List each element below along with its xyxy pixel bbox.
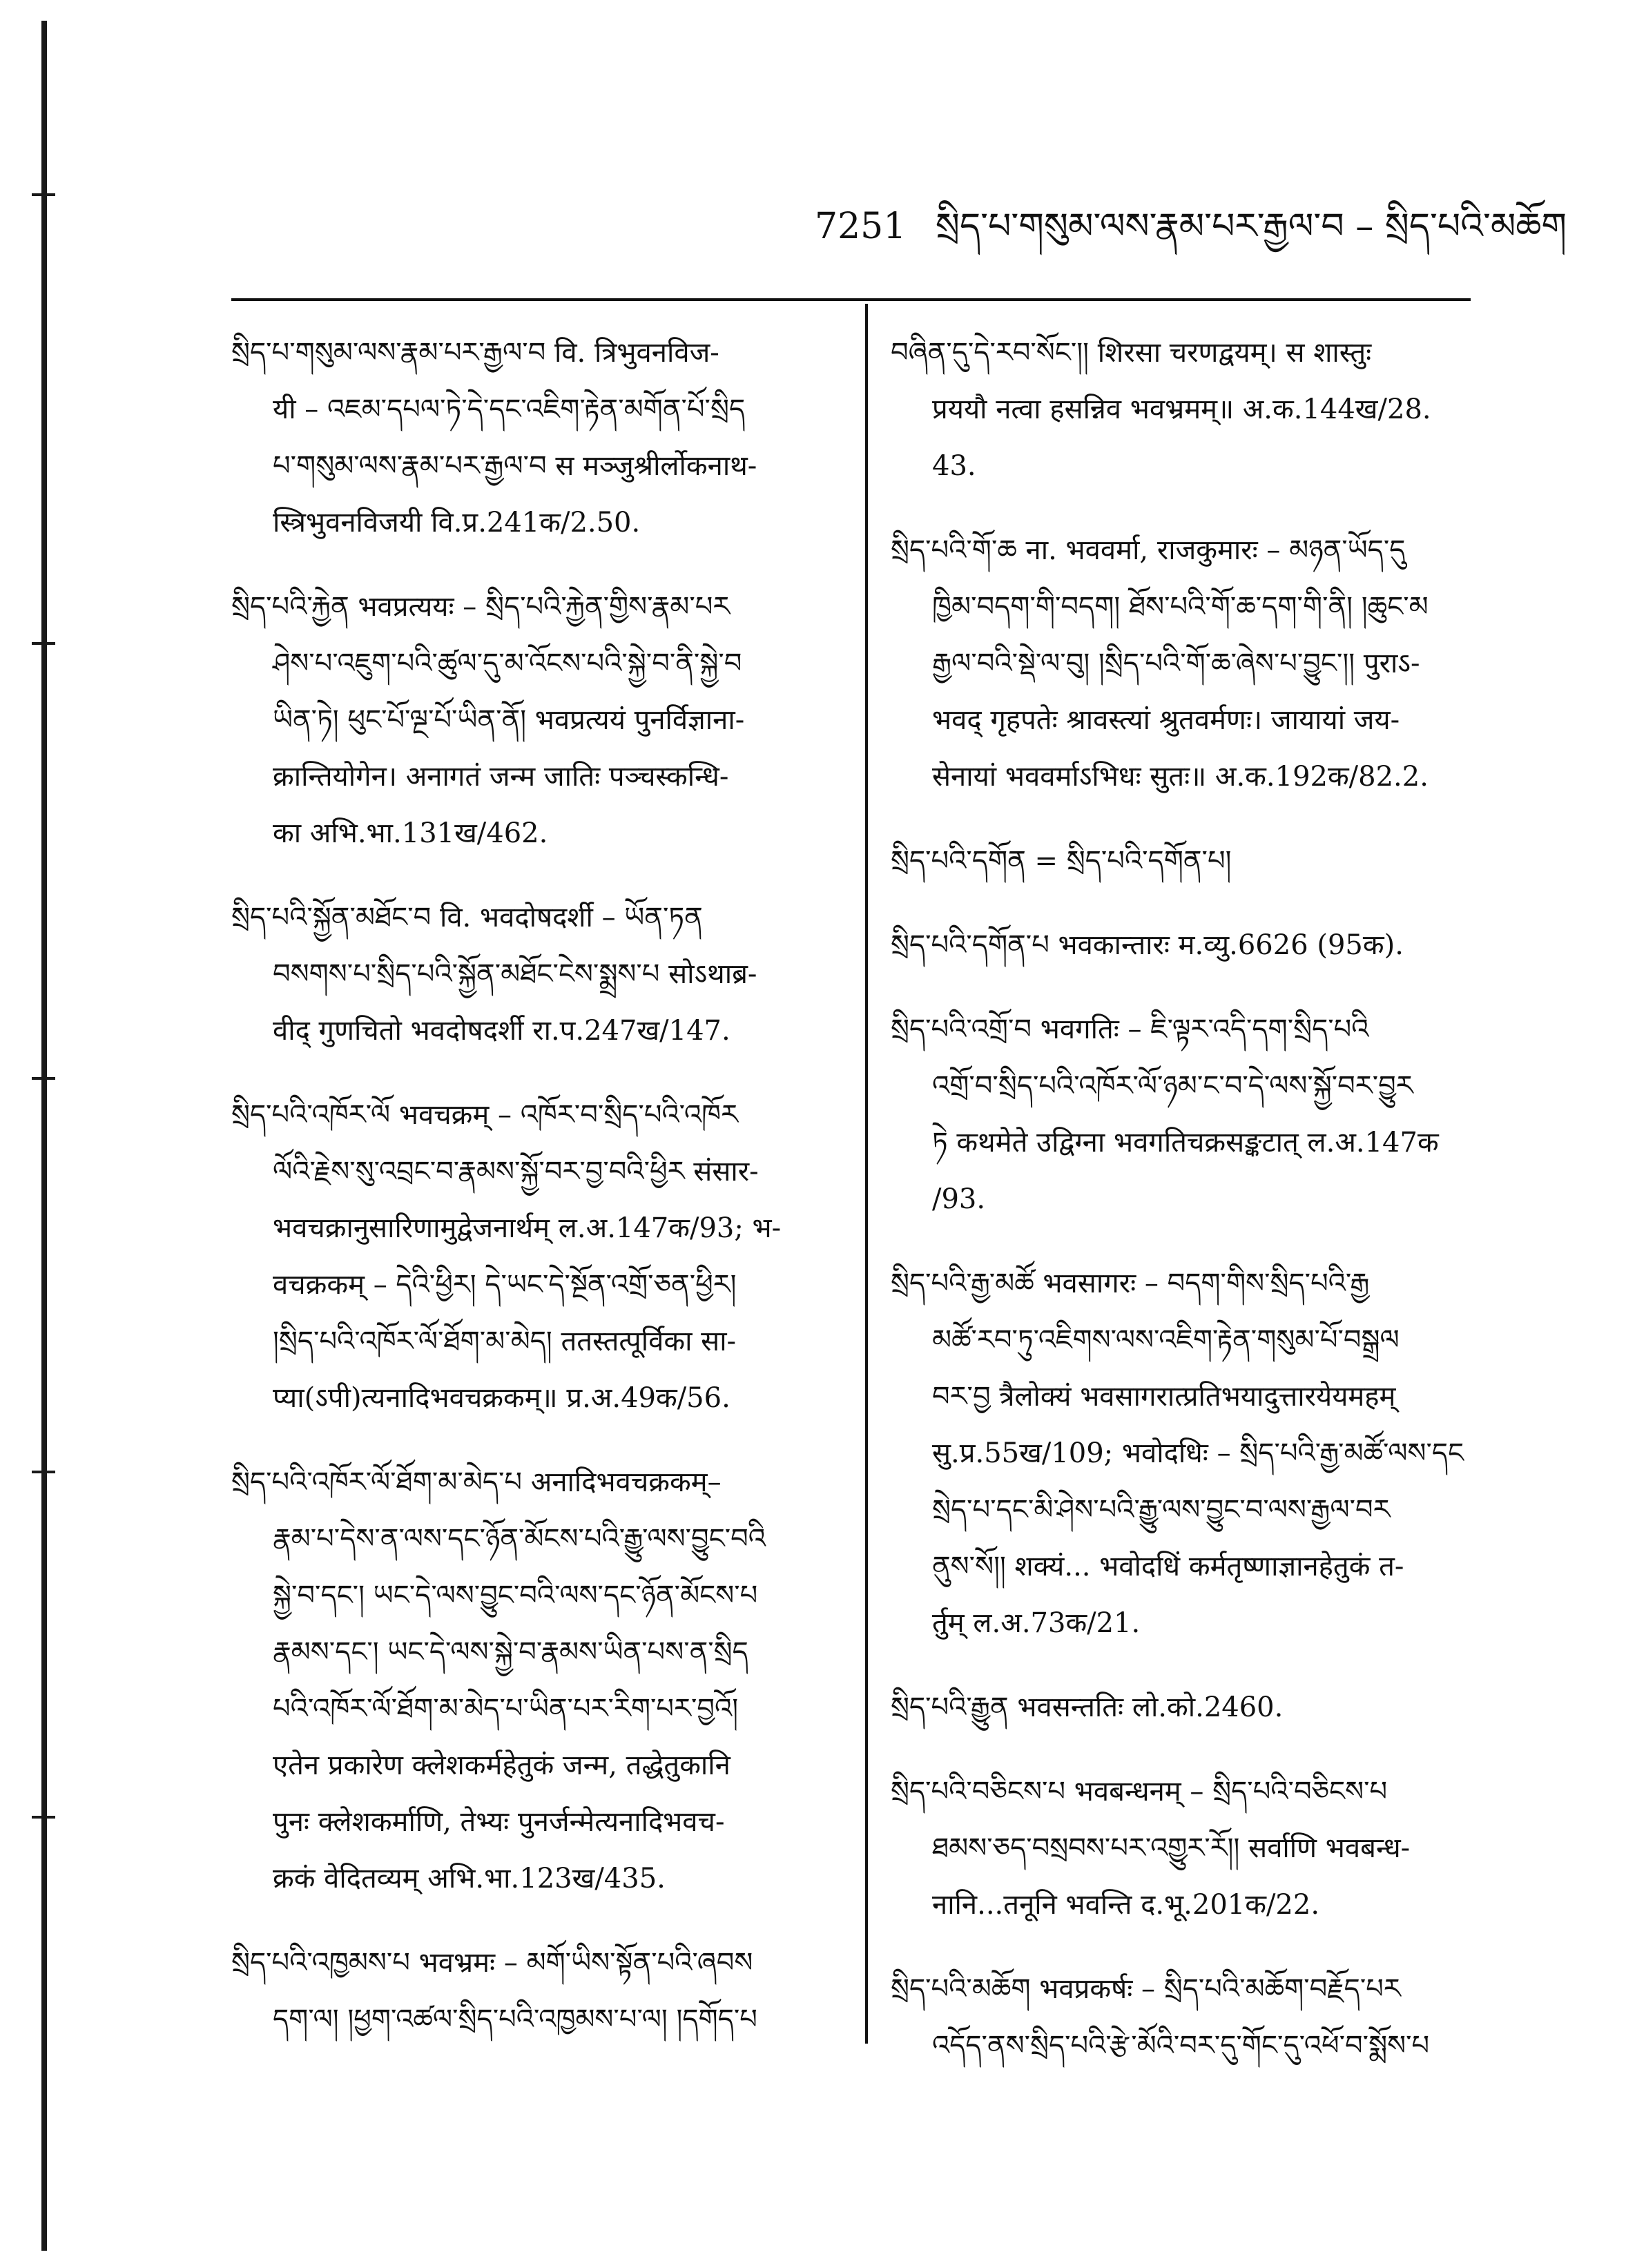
left-column (231, 324, 832, 2075)
dictionary-entry (891, 324, 1471, 494)
entry-line: རྣམ་པ་དེས་ན་ལས་དང་ཉོན་མོངས་པའི་རྒྱུ་ལས་བྱུང་བའི (273, 1523, 766, 1555)
entry-line: མཚོ་རབ་ཏུ་འཇིགས་ལས་འཇིག་རྟེན་གསུམ་པོ་བསྒྲལ (932, 1324, 1400, 1356)
entry-line: །སྲིད་པའི་འཁོར་ལོ་ཐོག་མ་མེད། ततस्तत्पूर्विका सा- (273, 1326, 737, 1357)
running-head: སྲིད་པ་གསུམ་ལས་རྣམ་པར་རྒྱལ་བ – སྲིད་པའི་མཆོག (935, 206, 1567, 247)
entry-headword-line: སྲིད་པའི་གོ་ཆ ना. भववर्मा, राजकुमारः – མཉན་ཡོད་དུ (891, 534, 1406, 566)
entry-line: ནུས་སོ།། शक्यं... भवोदधिं कर्मतृष्णाज्ञानहेतुकं त- (932, 1551, 1404, 1582)
dictionary-entry (891, 522, 1471, 805)
entry-line: རྒྱལ་བའི་སྡེ་ལ་བུ། །སྲིད་པའི་གོ་ཆ་ཞེས་པ་བྱུང་།། पुराऽ- (932, 648, 1420, 679)
entry-line: सेनायां भववर्माऽभिधः सुतः॥ अ.क.192क/82.2. (932, 761, 1429, 793)
dictionary-entry (891, 1255, 1471, 1651)
binding-mark (32, 1471, 55, 1473)
dictionary-entry (891, 917, 1471, 973)
entry-line: ཐམས་ཅད་བསྲབས་པར་འགྱུར་རོ།། सर्वाणि भवबन्ध- (932, 1832, 1411, 1864)
dictionary-entry (891, 1679, 1471, 1736)
binding-mark (32, 1816, 55, 1819)
entry-line: सु.प्र.55ख/109; भवोदधिः – སྲིད་པའི་རྒྱ་མཚོ་ལས་དང (932, 1437, 1464, 1469)
column-divider (865, 304, 868, 2044)
entry-line: རྣམས་དང་། ཡང་དེ་ལས་སྐྱེ་བ་རྣམས་ཡིན་པས་ན་སྲིད (273, 1636, 748, 1668)
entry-line: यी – འཇམ་དཔལ་ཏེ་དེ་དང་འཇིག་རྟེན་མགོན་པོ་སྲིད (273, 394, 746, 425)
dictionary-entry (231, 1454, 832, 1907)
dictionary-entry (231, 1935, 832, 2048)
entry-headword-line: སྲིད་པའི་དགོན = སྲིད་པའི་དགོན་པ། (891, 845, 1232, 877)
dictionary-entry (891, 833, 1471, 889)
entry-headword-line: སྲིད་པའི་སྐྱོན་མཐོང་བ वि. भवदोषदर्शी – ཡོན་ཏན (231, 902, 703, 933)
binding-mark (32, 1077, 55, 1080)
entry-line: का अभि.भा.131ख/462. (273, 817, 548, 849)
entry-line: 43. (932, 450, 976, 482)
entry-line: एतेन प्रकारेण क्लेशकर्महेतुकं जन्म, तद्धेतुकानि (273, 1750, 730, 1781)
entry-headword-line: སྲིད་པའི་འཁྱམས་པ भवभ्रमः – མགོ་ཡིས་སྟོན་པའི་ཞབས (231, 1947, 753, 1979)
entry-line: ཡིན་ཏེ། ཕུང་པོ་ལྔ་པོ་ཡིན་ནོ། भवप्रत्ययं पुनर्विज्ञाना- (273, 704, 745, 736)
entry-line: ཁྱིམ་བདག་གི་བདག། ཐོས་པའི་གོ་ཆ་དག་གི་ནི། །ཆུང་མ (932, 591, 1429, 623)
entry-line: སྐྱེ་བ་དང་། ཡང་དེ་ལས་བྱུང་བའི་ལས་དང་ཉོན་མོངས་པ (273, 1580, 758, 1611)
entry-line: ཏེ कथमेते उद्विग्ना भवगतिचक्रसङ्कटात् ल.अ.147क (932, 1127, 1439, 1159)
entry-line: བསགས་པ་སྲིད་པའི་སྐྱོན་མཐོང་ངེས་སྨྲས་པ सोऽथाब्र- (273, 958, 757, 990)
entry-line: वीद् गुणचितो भवदोषदर्शी रा.प.247ख/147. (273, 1015, 730, 1047)
entry-headword-line: བཞིན་དུ་དེ་རབ་སོང་།། शिरसा चरणद्वयम्। स शास्तुः (891, 337, 1372, 369)
dictionary-entry (231, 324, 832, 551)
dictionary-entry (891, 1961, 1471, 2074)
entry-line: प्या(ऽपी)त्यनादिभवचक्रकम्॥ प्र.अ.49क/56. (273, 1382, 730, 1414)
binding-mark (32, 193, 55, 196)
entry-line: ལོའི་རྗེས་སུ་འབྲང་བ་རྣམས་སྐྱོ་བར་བྱ་བའི་ཕྱིར संसार- (273, 1156, 759, 1188)
entry-line: /93. (932, 1183, 986, 1215)
entry-line: भवचक्रानुसारिणामुद्वेजनार्थम् ल.अ.147क/93; भ- (273, 1212, 782, 1244)
entry-headword-line: སྲིད་པའི་རྒྱ་མཚོ भवसागरः – བདག་གིས་སྲིད་པའི་རྒྱ (891, 1268, 1370, 1299)
entry-headword-line: སྲིད་པའི་རྒྱུན भवसन्ततिः लो.को.2460. (891, 1692, 1284, 1723)
entry-headword-line: སྲིད་པའི་འཁོར་ལོ་ཐོག་མ་མེད་པ अनादिभवचक्रकम्– (231, 1466, 722, 1498)
dictionary-entry (231, 1087, 832, 1426)
entry-line: སྲེད་པ་དང་མི་ཤེས་པའི་རྒྱུ་ལས་བྱུང་བ་ལས་རྒྱལ་བར (932, 1494, 1391, 1526)
entry-headword-line: སྲིད་པའི་དགོན་པ भवकान्तारः म.व्यु.6626 (95क). (891, 929, 1404, 961)
entry-line: स्त्रिभुवनविजयी वि.प्र.241क/2.50. (273, 507, 641, 539)
page-binding-edge (41, 21, 47, 2251)
entry-line: क्रकं वेदितव्यम् अभि.भा.123ख/435. (273, 1863, 666, 1894)
dictionary-entry (891, 1001, 1471, 1228)
header-rule (231, 298, 1471, 301)
entry-line: འགྲོ་བ་སྲིད་པའི་འཁོར་ལོ་ཉམ་ང་བ་དེ་ལས་སྐྱོ་བར་བྱུར (932, 1070, 1413, 1102)
entry-line: र्तुम् ल.अ.73क/21. (932, 1607, 1141, 1639)
right-column (891, 324, 1471, 2102)
entry-line: འདོད་ནས་སྲིད་པའི་རྩེ་མོའི་བར་དུ་གོང་དུ་འཕོ་བ་སྨོས་པ (932, 2030, 1430, 2062)
entry-headword-line: སྲིད་པའི་འཁོར་ལོ भवचक्रम् – འཁོར་བ་སྲིད་པའི་འཁོར (231, 1099, 738, 1131)
entry-line: པའི་འཁོར་ལོ་ཐོག་མ་མེད་པ་ཡིན་པར་རིག་པར་བྱའོ། (273, 1693, 739, 1725)
binding-mark (32, 642, 55, 645)
entry-headword-line: སྲིད་པའི་འགྲོ་བ भवगतिः – ཇི་ལྟར་འདི་དག་སྲིད་པའི (891, 1014, 1369, 1045)
entry-line: प्रययौ नत्वा हसन्निव भवभ्रमम्॥ अ.क.144ख/28. (932, 394, 1431, 425)
entry-line: क्रान्तियोगेन। अनागतं जन्म जातिः पञ्चस्कन्धि- (273, 761, 729, 793)
dictionary-entry (231, 579, 832, 862)
dictionary-entry (891, 1763, 1471, 1933)
entry-line: པ་གསུམ་ལས་རྣམ་པར་རྒྱལ་བ स मञ्जुश्रीर्लोकनाथ- (273, 450, 757, 482)
page-number: 7251 (815, 206, 907, 247)
entry-headword-line: སྲིད་པའི་བཅིངས་པ भवबन्धनम् – སྲིད་པའི་བཅིངས་པ (891, 1776, 1388, 1807)
entry-line: བར་བྱ त्रैलोक्यं भवसागरात्प्रतिभयादुत्तारयेयमहम् (932, 1381, 1396, 1413)
running-header (815, 186, 1567, 287)
entry-headword-line: སྲིད་པའི་རྐྱེན भवप्रत्ययः – སྲིད་པའི་རྐྱེན་གྱིས་རྣམ་པར (231, 591, 730, 623)
entry-headword-line: སྲིད་པའི་མཆོག भवप्रकर्षः – སྲིད་པའི་མཆོག་བརྗོད་པར (891, 1973, 1401, 2005)
entry-line: དག་ལ། །ཕྱག་འཚལ་སྲིད་པའི་འཁྱམས་པ་ལ། །དགོད་པ (273, 2004, 757, 2035)
entry-headword-line: སྲིད་པ་གསུམ་ལས་རྣམ་པར་རྒྱལ་བ वि. त्रिभुवनविज- (231, 337, 719, 369)
dictionary-entry (231, 889, 832, 1059)
entry-line: पुनः क्लेशकर्माणि, तेभ्यः पुनर्जन्मेत्यनादिभवच- (273, 1806, 725, 1838)
entry-line: वचक्रकम् – དེའི་ཕྱིར། དེ་ཡང་དེ་སྔོན་འགྲོ་ཅན་ཕྱིར། (273, 1269, 737, 1301)
entry-line: ཤེས་པ་འཇུག་པའི་ཚུལ་དུ་མ་འོངས་པའི་སྐྱེ་བ་ནི་སྐྱེ་བ (273, 648, 742, 679)
entry-line: भवद् गृहपतेः श्रावस्त्यां श्रुतवर्मणः। जायायां जय- (932, 704, 1400, 736)
entry-line: नानि...तनूनि भवन्ति द.भू.201क/22. (932, 1889, 1320, 1921)
